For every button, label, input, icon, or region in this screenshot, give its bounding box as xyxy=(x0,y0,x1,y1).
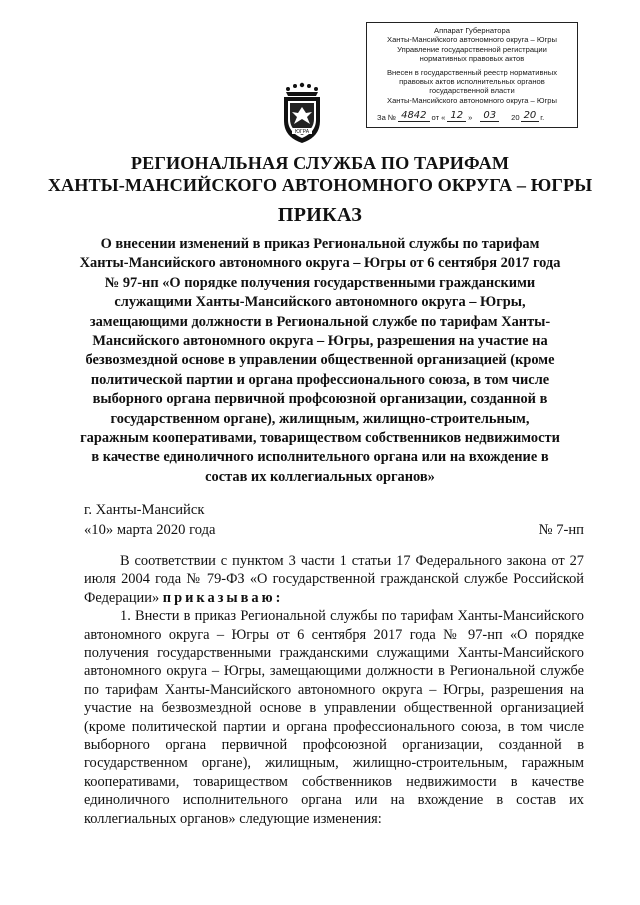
stamp-line: нормативных правовых актов xyxy=(419,54,525,64)
stamp-reg-year-suffix: г. xyxy=(540,112,545,122)
stamp-reg-month: 03 xyxy=(480,111,499,122)
issue-place: г. Ханты-Мансийск xyxy=(84,502,205,518)
stamp-reg-prefix: За № xyxy=(377,112,397,122)
stamp-reg-number: 4842 xyxy=(398,111,429,122)
stamp-reg-from: от « xyxy=(431,112,446,122)
emblem-label: ЮГРА xyxy=(294,129,310,135)
preamble-paragraph xyxy=(84,552,584,607)
preamble-text: В соответствии с пунктом 3 части 1 статьи 17 Федерального закона от 27 июля 2004 года № 79-ФЗ «О государственной гражданской службе Российской Федерации» xyxy=(84,553,584,606)
order-word: приказываю: xyxy=(162,589,284,606)
registration-stamp xyxy=(366,22,578,128)
stamp-line: государственной власти xyxy=(429,86,515,96)
stamp-line: Ханты-Мансийского автономного округа – Югры xyxy=(387,35,557,45)
stamp-line: Внесен в государственный реестр нормативных xyxy=(386,67,558,77)
stamp-registration-row: За № 4842 от « 12 » 03 20 20 г. xyxy=(377,110,545,122)
stamp-reg-day: 12 xyxy=(447,111,466,122)
document-type-heading: ПРИКАЗ xyxy=(277,204,363,226)
clause-1-paragraph: 1. Внести в приказ Региональной службы по тарифам Ханты-Мансийского автономного округа – Югры от 6 сентября 2017 года № 97-нп «О порядке получения государственными гражданскими служащими Ханты-Мансийского автономного округа – Югры, замещающими должности в Региональной службе по тарифам Ханты-Мансийского автономного округа – Югры, разрешения на участие на безвозмездной основе в управлении общественной организацией (кроме политической партии и органа профессионального союза, в том числе выборного органа первичной профсоюзной организации, созданной в государственном органе), жилищным, жилищно-строительным, гаражным кооперативами, товариществом собственников недвижимости в качестве единоличного исполнительного органа или на вхождение в состав их коллегиальных органов» следующие изменения: xyxy=(84,608,584,827)
coat-of-arms-icon xyxy=(278,81,326,145)
stamp-reg-year: 20 xyxy=(521,111,540,122)
stamp-line: Управление государственной регистрации xyxy=(397,44,547,54)
document-number: № 7-нп xyxy=(538,522,584,538)
organization-name: РЕГИОНАЛЬНАЯ СЛУЖБА ПО ТАРИФАМ xyxy=(130,153,510,173)
document-body xyxy=(84,552,584,828)
stamp-line: Аппарат Губернатора xyxy=(434,26,510,35)
issue-date: «10» марта 2020 года xyxy=(84,522,216,538)
stamp-reg-year-prefix: 20 xyxy=(511,112,520,122)
stamp-line: Ханты-Мансийского автономного округа – Югры xyxy=(387,95,557,105)
organization-region: ХАНТЫ-МАНСИЙСКОГО АВТОНОМНОГО ОКРУГА – ЮГРЫ xyxy=(47,175,593,195)
document-subject: О внесении изменений в приказ Региональной службы по тарифам Ханты-Мансийского автономного округа – Югры от 6 сентября 2017 года № 97-нп «О порядке получения государственными гражданскими служащими Ханты-Мансийского автономного округа – Югры, замещающими должности в Региональной службе по тарифам Ханты-Мансийского автономного округа – Югры, разрешения на участие на безвозмездной основе в управлении общественной организацией (кроме политической партии и органа профессионального союза, в том числе выборного органа первичной профсоюзной организации, созданной в государственном органе), жилищным, жилищно-строительным, гаражным кооперативами, товариществом собственников недвижимости в качестве единоличного исполнительного органа или на вхождение в состав их коллегиальных органов» xyxy=(79,236,561,485)
stamp-line: правовых актов исполнительных органов xyxy=(399,77,545,87)
